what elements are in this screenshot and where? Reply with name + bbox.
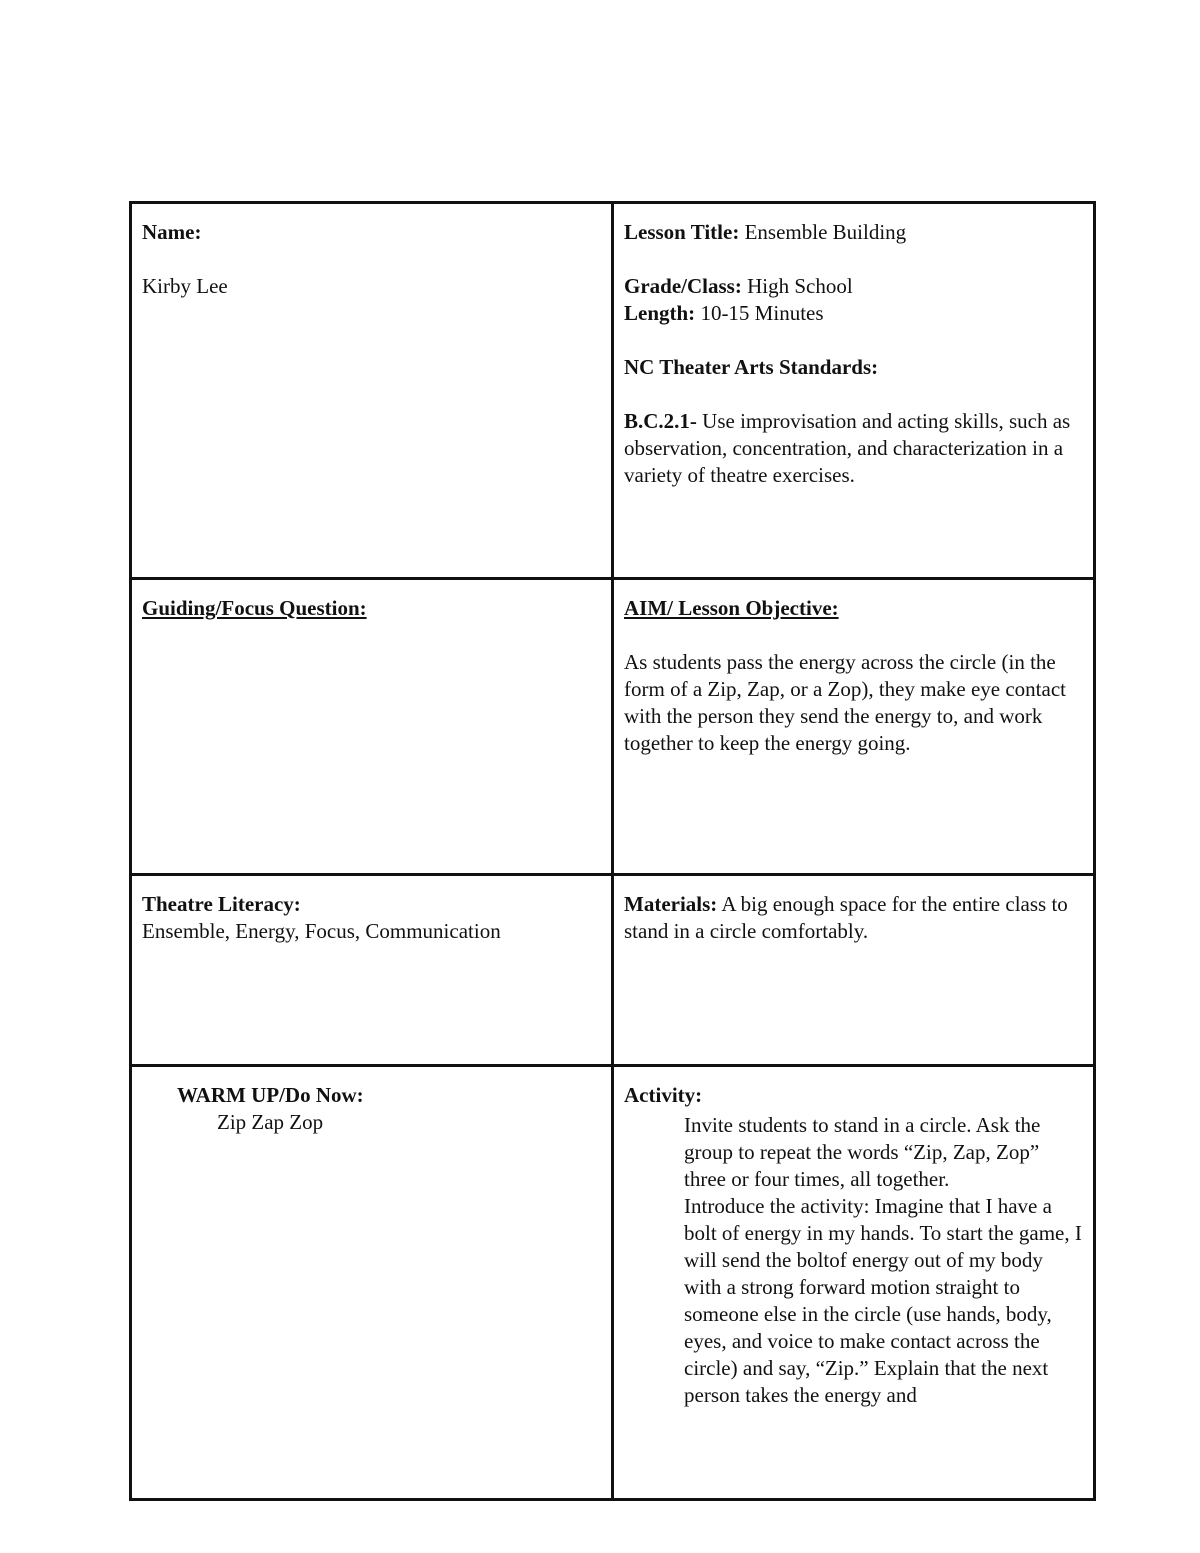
table-row xyxy=(131,1066,1095,1500)
lesson-info-cell xyxy=(613,203,1095,579)
activity-step-1: Invite students to stand in a circle. Ask the group to repeat the words “Zip, Zap, Zop” three or four times, all together. xyxy=(684,1113,1041,1191)
warmup-cell xyxy=(131,1066,613,1500)
aim-text: As students pass the energy across the circle (in the form of a Zip, Zap, or a Zop), they make eye contact with the person they send the energy to, and work together to keep the energy going. xyxy=(624,650,1066,755)
name-cell xyxy=(131,203,613,579)
length-line xyxy=(624,300,1083,327)
grade-label: Grade/Class: xyxy=(624,274,742,298)
theatre-literacy-cell xyxy=(131,875,613,1066)
theatre-literacy-value: Ensemble, Energy, Focus, Communication xyxy=(142,919,501,943)
activity-cell xyxy=(613,1066,1095,1500)
activity-step-2: Introduce the activity: Imagine that I have a bolt of energy in my hands. To start the game, I will send the boltof energy out of my body with a strong forward motion straight to someone else in the circle (use hands, body, eyes, and voice to make contact across the circle) and say, “Zip.” Explain that the next person takes the energy and xyxy=(684,1194,1082,1407)
standard-entry xyxy=(624,408,1083,489)
table-row xyxy=(131,875,1095,1066)
lesson-title-line xyxy=(624,219,1083,246)
warmup-label: WARM UP/Do Now: xyxy=(177,1083,364,1107)
guiding-question-cell xyxy=(131,579,613,875)
lesson-plan-table xyxy=(129,201,1096,1501)
standard-code: B.C.2.1- xyxy=(624,409,697,433)
materials-value: A big enough space for the entire class to stand in a circle comfortably. xyxy=(624,892,1068,943)
guiding-question-label: Guiding/Focus Question: xyxy=(142,596,367,620)
length-label: Length: xyxy=(624,301,696,325)
standards-label: NC Theater Arts Standards: xyxy=(624,355,879,379)
materials-label: Materials: xyxy=(624,892,718,916)
name-label: Name: xyxy=(142,220,202,244)
activity-steps xyxy=(624,1109,1083,1409)
activity-label: Activity: xyxy=(624,1083,703,1107)
grade-value: High School xyxy=(747,274,853,298)
lesson-title-value: Ensemble Building xyxy=(744,220,907,244)
length-value: 10-15 Minutes xyxy=(700,301,824,325)
materials-entry xyxy=(624,891,1083,945)
aim-cell xyxy=(613,579,1095,875)
warmup-value: Zip Zap Zop xyxy=(217,1110,324,1134)
name-value: Kirby Lee xyxy=(142,274,228,298)
lesson-title-label: Lesson Title: xyxy=(624,220,740,244)
grade-line xyxy=(624,273,1083,300)
aim-label: AIM/ Lesson Objective: xyxy=(624,596,839,620)
theatre-literacy-label: Theatre Literacy: xyxy=(142,892,301,916)
materials-cell xyxy=(613,875,1095,1066)
table-row xyxy=(131,203,1095,579)
table-row xyxy=(131,579,1095,875)
standard-text: Use improvisation and acting skills, such as observation, concentration, and characterization in a variety of theatre exercises. xyxy=(624,409,1071,487)
